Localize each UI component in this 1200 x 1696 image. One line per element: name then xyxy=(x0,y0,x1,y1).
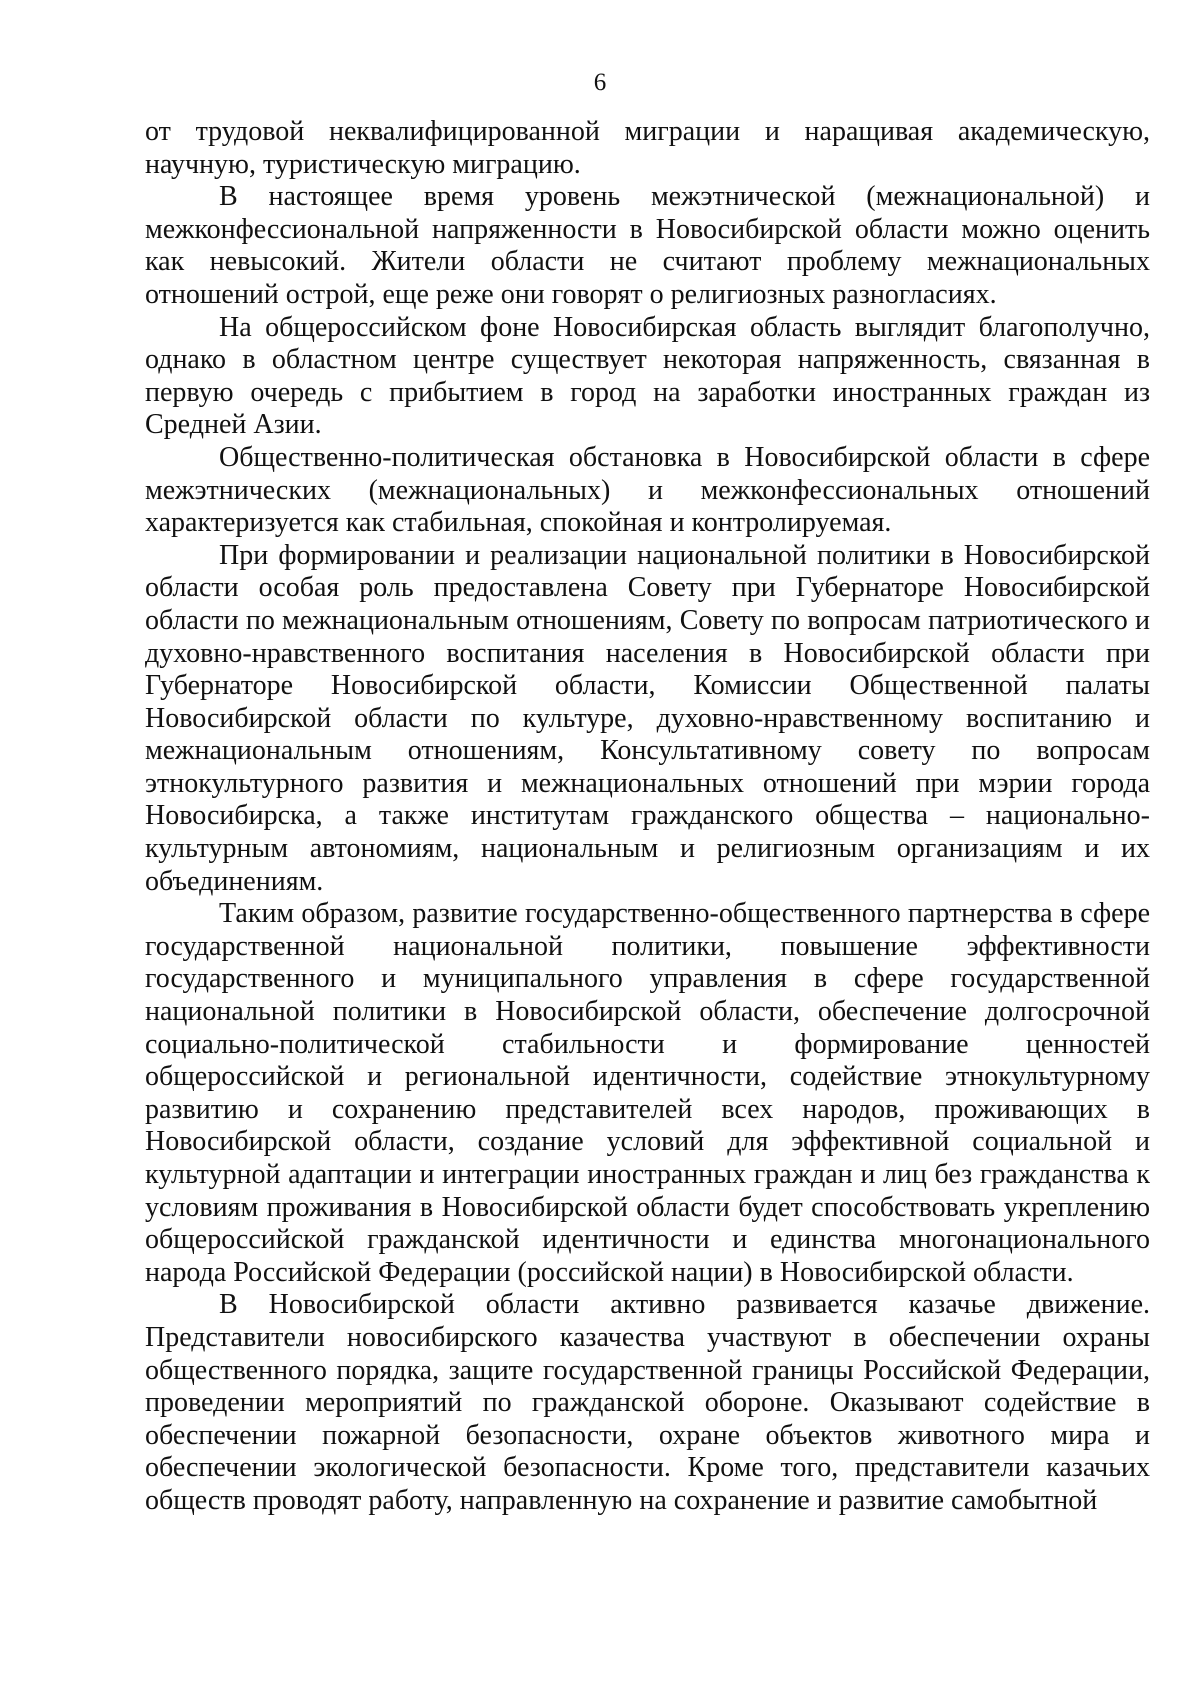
paragraph-4: Общественно-политическая обстановка в Новосибирской области в сфере межэтнических (межнациональных) и межконфессиональных отношений характеризуется как стабильная, спокойная и контролируемая. xyxy=(145,441,1150,539)
document-body xyxy=(145,116,1150,1518)
paragraph-2: В настоящее время уровень межэтнической (межнациональной) и межконфессиональной напряженности в Новосибирской области можно оценить как невысокий. Жители области не считают проблему межнациональных отношений острой, еще реже они говорят о религиозных разногласиях. xyxy=(145,181,1150,310)
page-number: 6 xyxy=(593,69,607,96)
paragraph-7: В Новосибирской области активно развивается казачье движение. Представители новосибирского казачества участвуют в обеспечении охраны общественного порядка, защите государственной границы Российской Федерации, проведении мероприятий по гражданской обороне. Оказывают содействие в обеспечении пожарной безопасности, охране объектов животного мира и обеспечении экологической безопасности. Кроме того, представители казачьих обществ проводят работу, направленную на сохранение и развитие самобытной xyxy=(145,1289,1150,1516)
paragraph-3: На общероссийском фоне Новосибирская область выглядит благополучно, однако в областном центре существует некоторая напряженность, связанная в первую очередь с прибытием в город на заработки иностранных граждан из Средней Азии. xyxy=(145,311,1150,441)
paragraph-6: Таким образом, развитие государственно-общественного партнерства в сфере государственной национальной политики, повышение эффективности государственного и муниципального управления в сфере государственной национальной политики в Новосибирской области, обеспечение долгосрочной социально-политической стабильности и формирование ценностей общероссийской и региональной идентичности, содействие этнокультурному развитию и сохранению представителей всех народов, проживающих в Новосибирской области, создание условий для эффективной социальной и культурной адаптации и интеграции иностранных граждан и лиц без гражданства к условиям проживания в Новосибирской области будет способствовать укреплению общероссийской гражданской идентичности и единства многонационального народа Российской Федерации (российской нации) в Новосибирской области. xyxy=(145,898,1150,1288)
paragraph-5: При формировании и реализации национальной политики в Новосибирской области особая роль предоставлена Совету при Губернаторе Новосибирской области по межнациональным отношениям, Совету по вопросам патриотического и духовно-нравственного воспитания населения в Новосибирской области при Губернаторе Новосибирской области, Комиссии Общественной палаты Новосибирской области по культуре, духовно-нравственному воспитанию и межнациональным отношениям, Консультативному совету по вопросам этнокультурного развития и межнациональных отношений при мэрии города Новосибирска, а также институтам гражданского общества – национально-культурным автономиям, национальным и религиозным организациям и их объединениям. xyxy=(145,539,1150,897)
paragraph-1: от трудовой неквалифицированной миграции и наращивая академическую, научную, туристическую миграцию. xyxy=(145,116,1150,180)
